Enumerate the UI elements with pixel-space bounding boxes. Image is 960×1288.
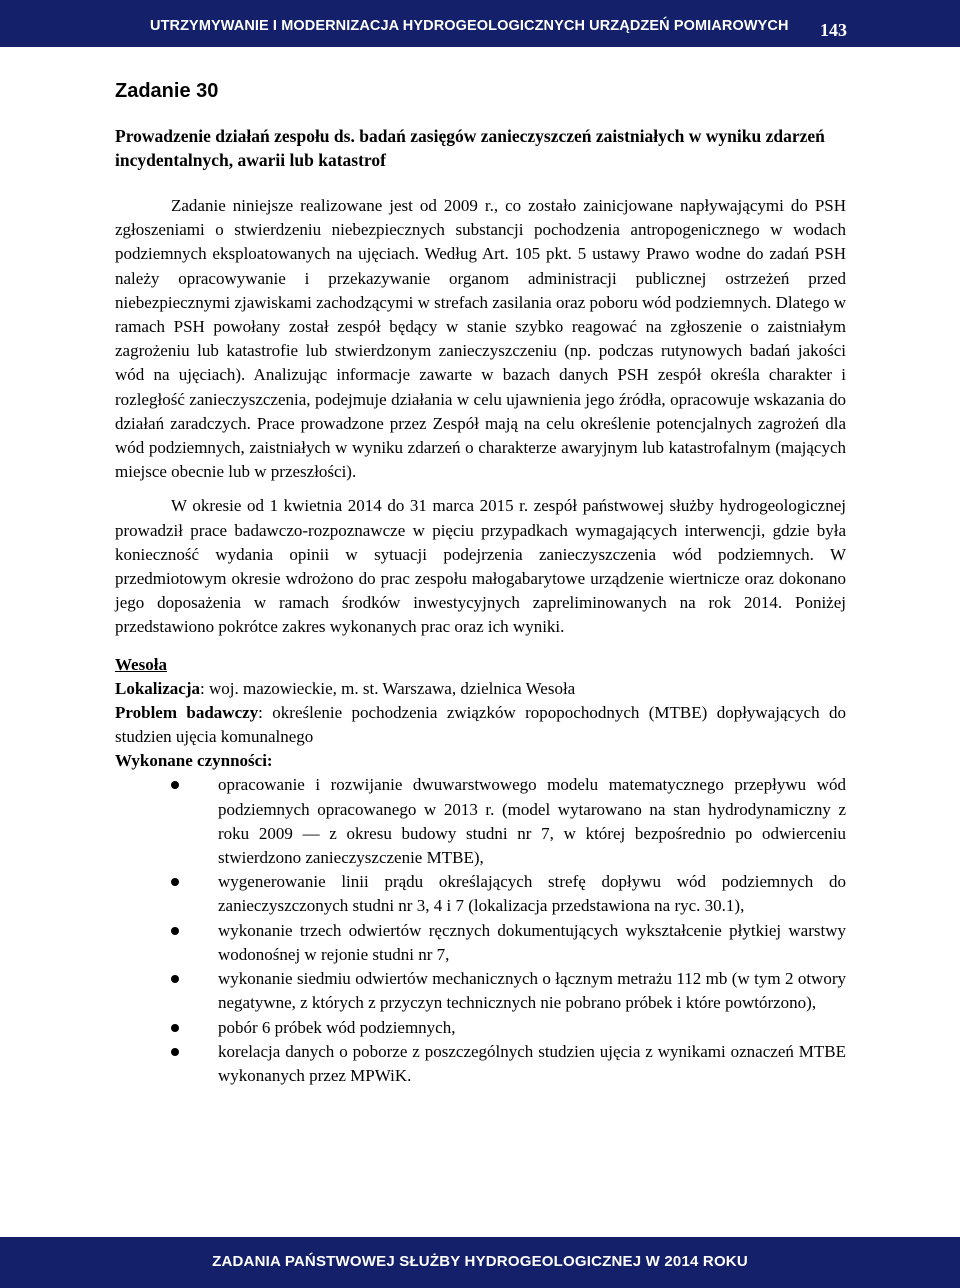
list-item: [115, 967, 846, 1015]
location-value: : woj. mazowieckie, m. st. Warszawa, dzielnica Wesoła: [200, 678, 576, 698]
list-item: [115, 1016, 846, 1040]
list-item-text: wygenerowanie linii prądu określających strefę dopływu wód podziemnych do zanieczyszczonych studni nr 3, 4 i 7 (lokalizacja przedstawiona na ryc. 30.1),: [218, 872, 846, 916]
footer-bar: [0, 1237, 960, 1288]
bullet-icon: [171, 927, 179, 935]
list-item-text: wykonanie siedmiu odwiertów mechanicznych o łącznym metrażu 112 mb (w tym 2 otwory negatywne, z których z przyczyn technicznych nie pobrano próbek i które powtórzono),: [218, 969, 846, 1013]
task-subtitle: Prowadzenie działań zespołu ds. badań zasięgów zanieczyszczeń zaistniałych w wyniku zdarzeń incydentalnych, awarii lub katastrof: [115, 126, 825, 170]
location-line: [115, 677, 846, 701]
list-item: [115, 870, 846, 918]
list-item: [115, 919, 846, 967]
running-header-title: UTRZYMYWANIE I MODERNIZACJA HYDROGEOLOGICZNYCH URZĄDZEŃ POMIAROWYCH: [150, 18, 789, 34]
list-item-text: opracowanie i rozwijanie dwuwarstwowego modelu matematycznego przepływu wód podziemnych opracowanego w 2013 r. (model wytarowano na stan hydrodynamiczny z roku 2009 — z okresu budowy studni nr 7, w której bezpośrednio po odwierceniu stwierdzono zanieczyszczenie MTBE),: [218, 775, 846, 868]
task-title: Zadanie 30: [115, 80, 219, 102]
bullet-icon: [171, 975, 179, 983]
running-footer-title: ZADANIA PAŃSTWOWEJ SŁUŻBY HYDROGEOLOGICZNEJ W 2014 ROKU: [212, 1253, 748, 1270]
list-item-text: pobór 6 próbek wód podziemnych,: [218, 1017, 456, 1037]
paragraph-intro: Zadanie niniejsze realizowane jest od 2009 r., co zostało zainicjowane napływającymi do PSH zgłoszeniami o stwierdzeniu niebezpiecznych substancji pochodzenia antropogenicznego w wodach podziemnych eksploatowanych na ujęciach. Według Art. 105 pkt. 5 ustawy Prawo wodne do zadań PSH należy opracowywanie i przekazywanie organom administracji publicznej ostrzeżeń przed niebezpiecznymi zjawiskami zachodzącymi w strefach zasilania oraz poboru wód podziemnych. Dlatego w ramach PSH powołany został zespół będący w stanie szybko reagować na zgłoszenie o zaistniałym zagrożeniu lub katastrofie lub stwierdzonym zanieczyszczeniu (np. podczas rutynowych badań jakości wód na ujęciach). Analizując informacje zawarte w bazach danych PSH zespół określa charakter i rozległość zanieczyszczenia, podejmuje działania w celu ujawnienia jego źródła, opracowuje wskazania do działań zaradczych. Prace prowadzone przez Zespół mają na celu określenie potencjalnych zagrożeń dla wód podziemnych, zaistniałych w wyniku zdarzeń o charakterze awaryjnym lub katastrofalnym (mających miejsce obecnie lub w przeszłości).: [115, 196, 846, 482]
list-item-text: korelacja danych o poborze z poszczególnych studzien ujęcia z wynikami oznaczeń MTBE wykonanych przez MPWiK.: [218, 1041, 846, 1085]
bullet-icon: [171, 781, 179, 789]
problem-line: [115, 701, 846, 749]
bullet-icon: [171, 1024, 179, 1032]
page-number: 143: [820, 20, 847, 40]
location-label: Lokalizacja: [115, 678, 200, 698]
header-bar: [0, 0, 960, 47]
activities-list: [115, 773, 846, 1088]
paragraph-period: W okresie od 1 kwietnia 2014 do 31 marca 2015 r. zespół państwowej służby hydrogeologicznej prowadził prace badawczo-rozpoznawcze w pięciu przypadkach wymagających interwencji, gdzie była konieczność wydania opinii w sytuacji podejrzenia zanieczyszczenia wód podziemnych. W przedmiotowym okresie wdrożono do prac zespołu małogabarytowe urządzenie wiertnicze oraz dokonano jego doposażenia w ramach środków inwestycyjnych zapreliminowanych na rok 2014. Poniżej przedstawiono pokrótce zakres wykonanych prac oraz ich wyniki.: [115, 496, 846, 637]
activities-label: Wykonane czynności:: [115, 751, 273, 771]
bullet-icon: [171, 878, 179, 886]
bullet-icon: [171, 1048, 179, 1056]
page-content: [115, 76, 846, 1088]
problem-label: Problem badawczy: [115, 702, 259, 722]
site-name-heading: Wesoła: [115, 654, 167, 674]
problem-value: : określenie pochodzenia związków ropopochodnych (MTBE) dopływających do studzien ujęcia komunalnego: [115, 702, 846, 747]
list-item-text: wykonanie trzech odwiertów ręcznych dokumentujących wykształcenie płytkiej warstwy wodonośnej w rejonie studni nr 7,: [218, 920, 846, 964]
list-item: [115, 773, 846, 870]
list-item: [115, 1040, 846, 1088]
